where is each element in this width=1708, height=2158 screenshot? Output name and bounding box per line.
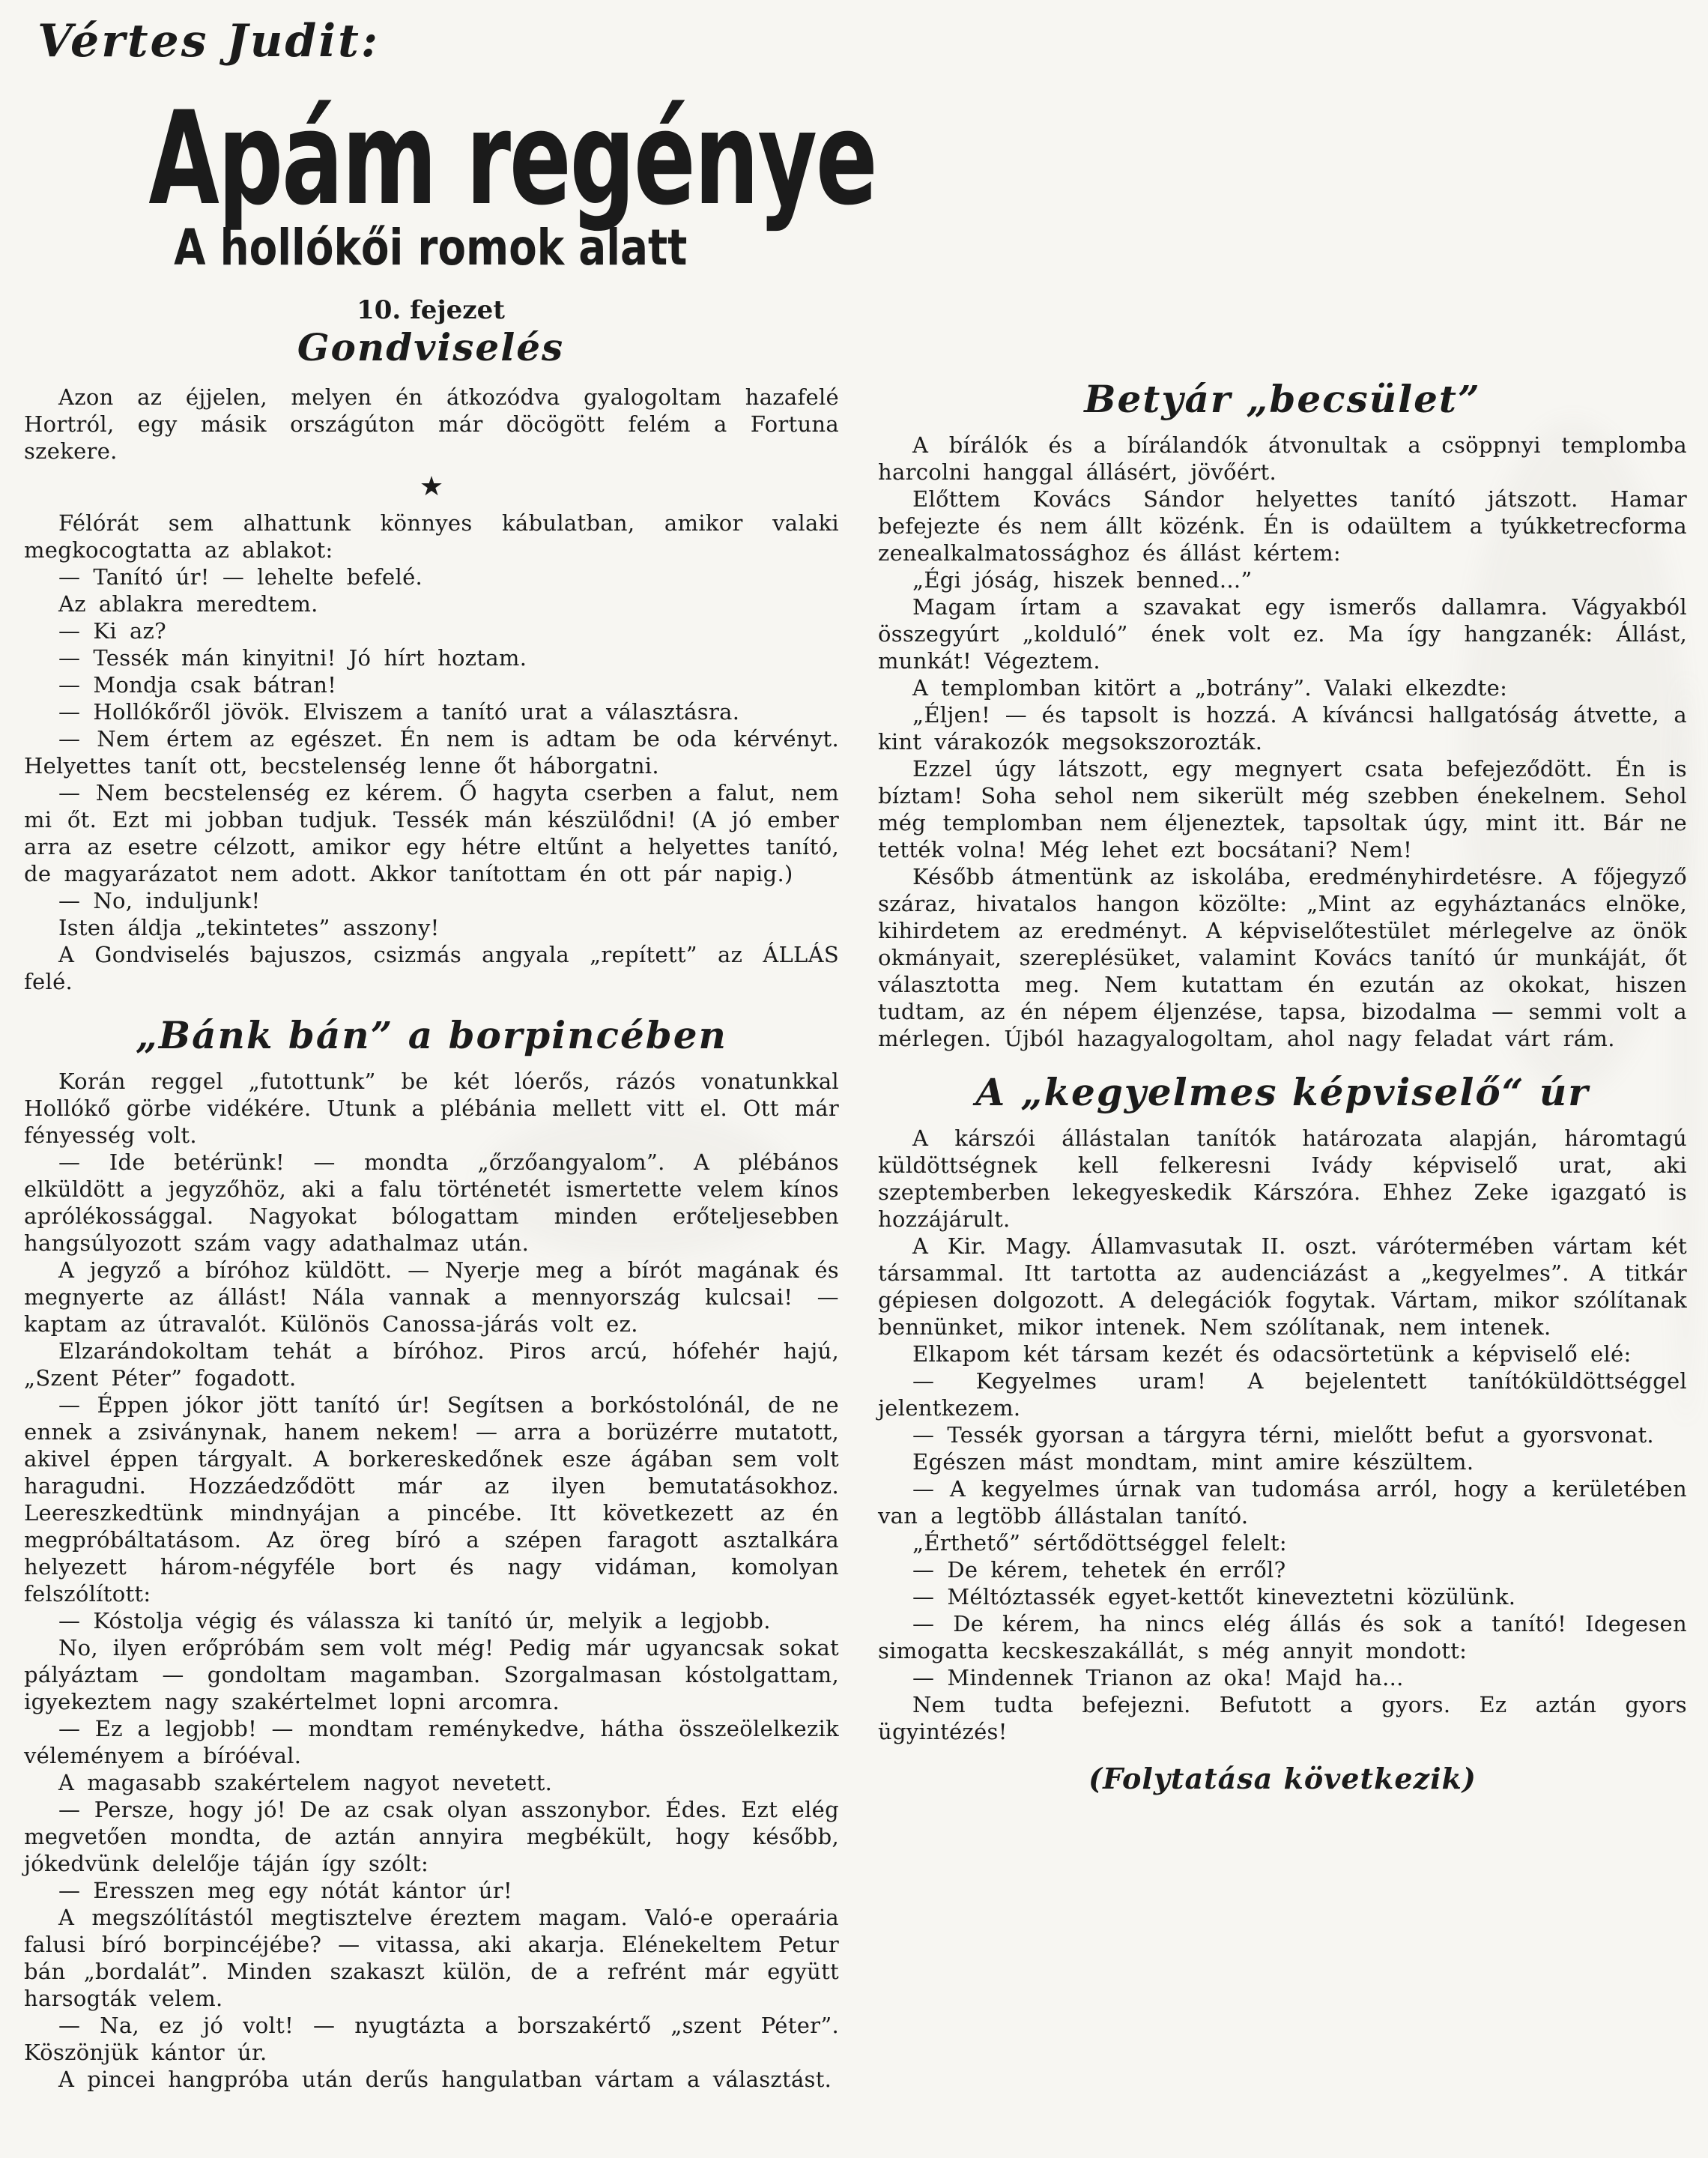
section-heading: Betyár „becsület” <box>1084 377 1481 421</box>
paragraph: — Ez a legjobb! — mondtam reménykedve, hátha összeölelkezik véleményem a bíróéval. <box>24 1716 839 1768</box>
paragraph: A jegyző a bíróhoz küldött. — Nyerje meg a bírót magának és megnyerte az állást! Nála vannak a mennyország kulcsai! — kaptam az útravalót. Különös Canossa-járás volt ez. <box>24 1257 839 1337</box>
title-block <box>0 83 876 234</box>
paragraph: „Égi jóság, hiszek benned...” <box>912 567 1253 593</box>
paragraph: A bírálók és a bírálandók átvonultak a csöppnyi templomba harcolni hanggal állásért, jövőért. <box>878 432 1687 485</box>
paragraph: — Ide betérünk! — mondta „őrzőangyalom”. A plébános elküldött a jegyzőhöz, aki a falu történetét ismertette velem kínos aprólékossággal. Nagyokat bólogattam minden erőteljesebben hangsúlyozott szám vagy adathalmaz után. <box>24 1149 839 1256</box>
section-heading: „Bánk bán” a borpincében <box>136 1013 727 1057</box>
paragraph: A templomban kitört a „botrány”. Valaki elkezdte: <box>912 675 1508 701</box>
paragraph: Később átmentünk az iskolába, eredményhirdetésre. A főjegyző száraz, hivatalos hangon közölte: „Mint az egyháztanács elnöke, kihirdetem az eredményt. A képviselőtestület mérlegelve az önök okmányait, szereplésüket, valamint Kovács tanító úr munkáját, őt választotta meg. Nem kutattam én ezután az okokat, hiszen tudtam, az én népem éljenzése, tapsa, bizodalma — semmi volt a mérlegen. Újból hazagyalogoltam, ahol nagy feladat várt rám. <box>878 864 1687 1051</box>
paragraph: Az ablakra meredtem. <box>58 591 318 617</box>
paragraph: — Na, ez jó volt! — nyugtázta a borszakértő „szent Péter”. Köszönjük kántor úr. <box>24 2013 839 2065</box>
paragraph: Isten áldja „tekintetes” asszony! <box>58 915 440 940</box>
left-column <box>24 384 839 2093</box>
paragraph: A Kir. Magy. Államvasutak II. oszt. várótermében vártam két társammal. Itt tartotta az audenciázást a „kegyelmes”. A titkár gépiesen dolgozott. A delegációk fogytak. Vártam, mikor szólítanak bennünket, mikor intenek. Nem szólítanak, nem intenek. <box>878 1233 1687 1340</box>
paragraph: Magam írtam a szavakat egy ismerős dallamra. Vágyakból összegyúrt „kolduló” ének volt ez. Ma így hangzanék: Állást, munkát! Végeztem. <box>878 594 1687 674</box>
paragraph: — De kérem, tehetek én erről? <box>912 1557 1286 1583</box>
paragraph: „Érthető” sértődöttséggel felelt: <box>912 1530 1287 1556</box>
paragraph: A Gondviselés bajuszos, csizmás angyala „repített” az ÁLLÁS felé. <box>24 942 839 994</box>
paragraph: — Mondja csak bátran! <box>58 672 337 698</box>
paragraph: — Eresszen meg egy nótát kántor úr! <box>58 1878 512 1903</box>
paragraph: „Éljen! — és tapsolt is hozzá. A kíváncsi hallgatóság átvette, a kint várakozók megsokszorozták. <box>878 702 1687 755</box>
paragraph: Ezzel úgy látszott, egy megnyert csata befejeződött. Én is bíztam! Soha sehol nem sikerült még szebben énekelnem. Sehol még templomban nem éljeneztek, tapsoltak úgy, mint itt. Bár ne tették volna! Még lehet ezt bocsátani? Nem! <box>878 756 1687 862</box>
paragraph: — No, induljunk! <box>58 888 261 913</box>
paragraph: — De kérem, ha nincs elég állás és sok a tanító! Idegesen simogatta kecskeszakállát, s még annyit mondott: <box>878 1611 1687 1663</box>
paragraph: Félórát sem alhattunk könnyes kábulatban, amikor valaki megkocogtatta az ablakot: <box>24 510 839 563</box>
paragraph: Korán reggel „futottunk” be két lóerős, rázós vonatunkkal Hollókő görbe vidékére. Utunk a plébánia mellett vitt el. Ott már fényesség volt. <box>24 1069 839 1148</box>
paragraph: A magasabb szakértelem nagyot nevetett. <box>58 1770 553 1795</box>
author-byline: Vértes Judit: <box>37 15 381 67</box>
paragraph: — Mindennek Trianon az oka! Majd ha... <box>912 1665 1404 1690</box>
paragraph: Egészen mást mondtam, mint amire készültem. <box>912 1449 1474 1475</box>
paragraph: Elkapom két társam kezét és odacsörtetünk a képviselő elé: <box>912 1341 1632 1367</box>
paragraph: No, ilyen erőpróbám sem volt még! Pedig már ugyancsak sokat pályáztam — gondoltam magamban. Szorgalmasan kóstolgattam, igyekeztem nagy szakértelmet lopni arcomra. <box>24 1635 839 1714</box>
paragraph: — Tanító úr! — lehelte befelé. <box>58 564 423 590</box>
paragraph: — Méltóztassék egyet-kettőt kineveztetni közülünk. <box>912 1584 1516 1610</box>
section-heading: A „kegyelmes képviselő“ úr <box>975 1070 1590 1114</box>
paragraph: — Ki az? <box>58 618 166 644</box>
paragraph: A kárszói állástalan tanítók határozata alapján, háromtagú küldöttségnek kell felkeresni Ivády képviselő urat, aki szeptemberben lekegyeskedik Kárszóra. Ehhez Zeke igazgató is hozzájárult. <box>878 1125 1687 1232</box>
paragraph: — Persze, hogy jó! De az csak olyan asszonybor. Édes. Ezt elég megvetően mondta, de aztán annyira megbékült, hogy később, jókedvünk delelője táján így szólt: <box>24 1797 839 1876</box>
paragraph: — Kóstolja végig és válassza ki tanító úr, melyik a legjobb. <box>58 1608 771 1633</box>
paragraph: — Tessék mán kinyitni! Jó hírt hoztam. <box>58 645 527 671</box>
article-title: Apám regénye <box>148 83 876 234</box>
chapter-label: 10. fejezet <box>357 295 505 325</box>
paragraph: — Tessék gyorsan a tárgyra térni, mielőtt befut a gyorsvonat. <box>912 1422 1654 1448</box>
paragraph: Azon az éjjelen, melyen én átkozódva gyalogoltam hazafelé Hortról, egy másik országúton már döcögött felém a Fortuna szekere. <box>24 384 839 464</box>
paragraph: — A kegyelmes úrnak van tudomása arról, hogy a kerületében van a legtöbb állástalan tanító. <box>878 1476 1687 1529</box>
chapter-section-heading: Gondviselés <box>297 325 565 369</box>
paragraph: — Nem értem az egészet. Én nem is adtam be oda kérvényt. Helyettes tanít ott, becstelenség lenne őt háborgatni. <box>24 726 839 779</box>
subtitle-block <box>0 219 861 276</box>
paragraph: — Éppen jókor jött tanító úr! Segítsen a borkóstolónál, de ne ennek a zsiványnak, hanem nekem! — arra a borüzérre mutatott, akivel éppen tárgyalt. A borkereskedőnek esze ágában sem volt haragudni. Hozzáedződött már az ilyen bemutatásokhoz. Leereszkedtünk mindnyájan a pincébe. Itt következett az én megpróbáltatásom. Az öreg bíró a szépen faragott asztalkára helyezett három-négyféle bort és nagy vidáman, komolyan felszólított: <box>24 1392 839 1607</box>
paragraph: — Kegyelmes uram! A bejelentett tanítóküldöttséggel jelentkezem. <box>878 1368 1687 1421</box>
paragraph: — Nem becstelenség ez kérem. Ő hagyta cserben a falut, nem mi őt. Ezt mi jobban tudjuk. Tessék mán készülődni! (A jó ember arra az esetre célzott, amikor egy hétre eltűnt a helyettes tanító, de magyarázatot nem adott. Akkor tanítottam én ott pár napig.) <box>24 780 839 886</box>
paragraph: Elzarándokoltam tehát a bíróhoz. Piros arcú, hófehér hajú, „Szent Péter” fogadott. <box>24 1338 839 1391</box>
paragraph: A megszólítástól megtisztelve éreztem magam. Való-e operaária falusi bíró borpincéjébe? — vitassa, aki akarja. Elénekeltem Petur bán „bordalát”. Minden szakaszt külön, de a refrént már együtt harsogták velem. <box>24 1905 839 2011</box>
right-column <box>878 378 1687 1795</box>
article-subtitle: A hollókői romok alatt <box>174 219 688 276</box>
star-divider-icon: ★ <box>419 471 444 502</box>
to-be-continued-note: (Folytatása következik) <box>1088 1762 1477 1795</box>
paragraph: A pincei hangpróba után derűs hangulatban vártam a választást. <box>58 2067 832 2092</box>
paragraph: — Hollókőről jövök. Elviszem a tanító urat a választásra. <box>58 699 740 725</box>
paragraph: Előttem Kovács Sándor helyettes tanító játszott. Hamar befejezte és nem állt közénk. Én is odaültem a tyúkketrecforma zenealkalmatossághoz és állást kértem: <box>878 486 1687 566</box>
paragraph: Nem tudta befejezni. Befutott a gyors. Ez aztán gyors ügyintézés! <box>878 1692 1687 1744</box>
